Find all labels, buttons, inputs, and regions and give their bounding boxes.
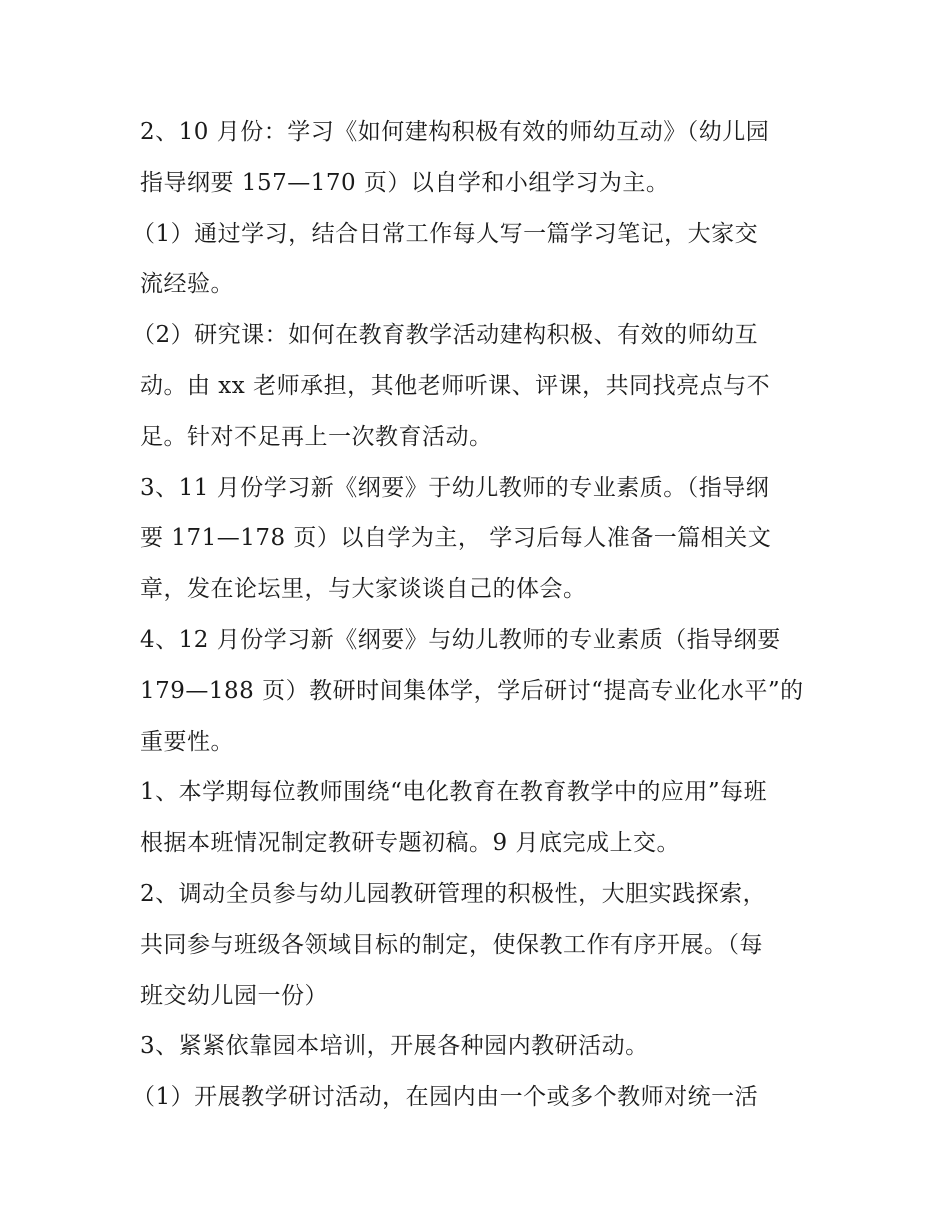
text-line: 重要性。 <box>140 728 234 755</box>
text-line: 指导纲要 157—170 页）以自学和小组学习为主。 <box>140 169 670 196</box>
text-line: 4、12 月份学习新《纲要》与幼儿教师的专业素质（指导纲要 <box>140 626 781 653</box>
text-line: （1）通过学习，结合日常工作每人写一篇学习笔记，大家交 <box>132 220 759 247</box>
text-line: 3、紧紧依靠园本培训，开展各种园内教研活动。 <box>140 1033 649 1060</box>
text-line: 班交幼儿园一份） <box>140 982 328 1009</box>
text-line: 足。针对不足再上一次教育活动。 <box>140 423 493 450</box>
text-line: 2、10 月份：学习《如何建构积极有效的师幼互动》（幼儿园 <box>140 119 770 145</box>
text-line: （2）研究课：如何在教育教学活动建构积极、有效的师幼互 <box>132 322 759 349</box>
text-line: 179—188 页）教研时间集体学，学后研讨“提高专业化水平”的 <box>140 677 804 704</box>
text-line: 章，发在论坛里，与大家谈谈自己的体会。 <box>140 576 587 603</box>
document-body <box>132 107 820 1123</box>
text-line: 流经验。 <box>140 271 234 298</box>
text-line: 2、调动全员参与幼儿园教研管理的积极性，大胆实践探索， <box>140 880 767 907</box>
text-line: 根据本班情况制定教研专题初稿。9 月底完成上交。 <box>140 830 680 857</box>
text-line: 3、11 月份学习新《纲要》于幼儿教师的专业素质。（指导纲 <box>140 474 770 501</box>
text-line: （1）开展教学研讨活动，在园内由一个或多个教师对统一活 <box>132 1084 759 1111</box>
text-line: 动。由 xx 老师承担，其他老师听课、评课，共同找亮点与不 <box>140 372 771 399</box>
text-line: 共同参与班级各领域目标的制定，使保教工作有序开展。（每 <box>140 931 763 958</box>
text-line: 1、本学期每位教师围绕“电化教育在教育教学中的应用”每班 <box>140 779 768 806</box>
text-line: 要 171—178 页）以自学为主， 学习后每人准备一篇相关文 <box>140 525 772 552</box>
